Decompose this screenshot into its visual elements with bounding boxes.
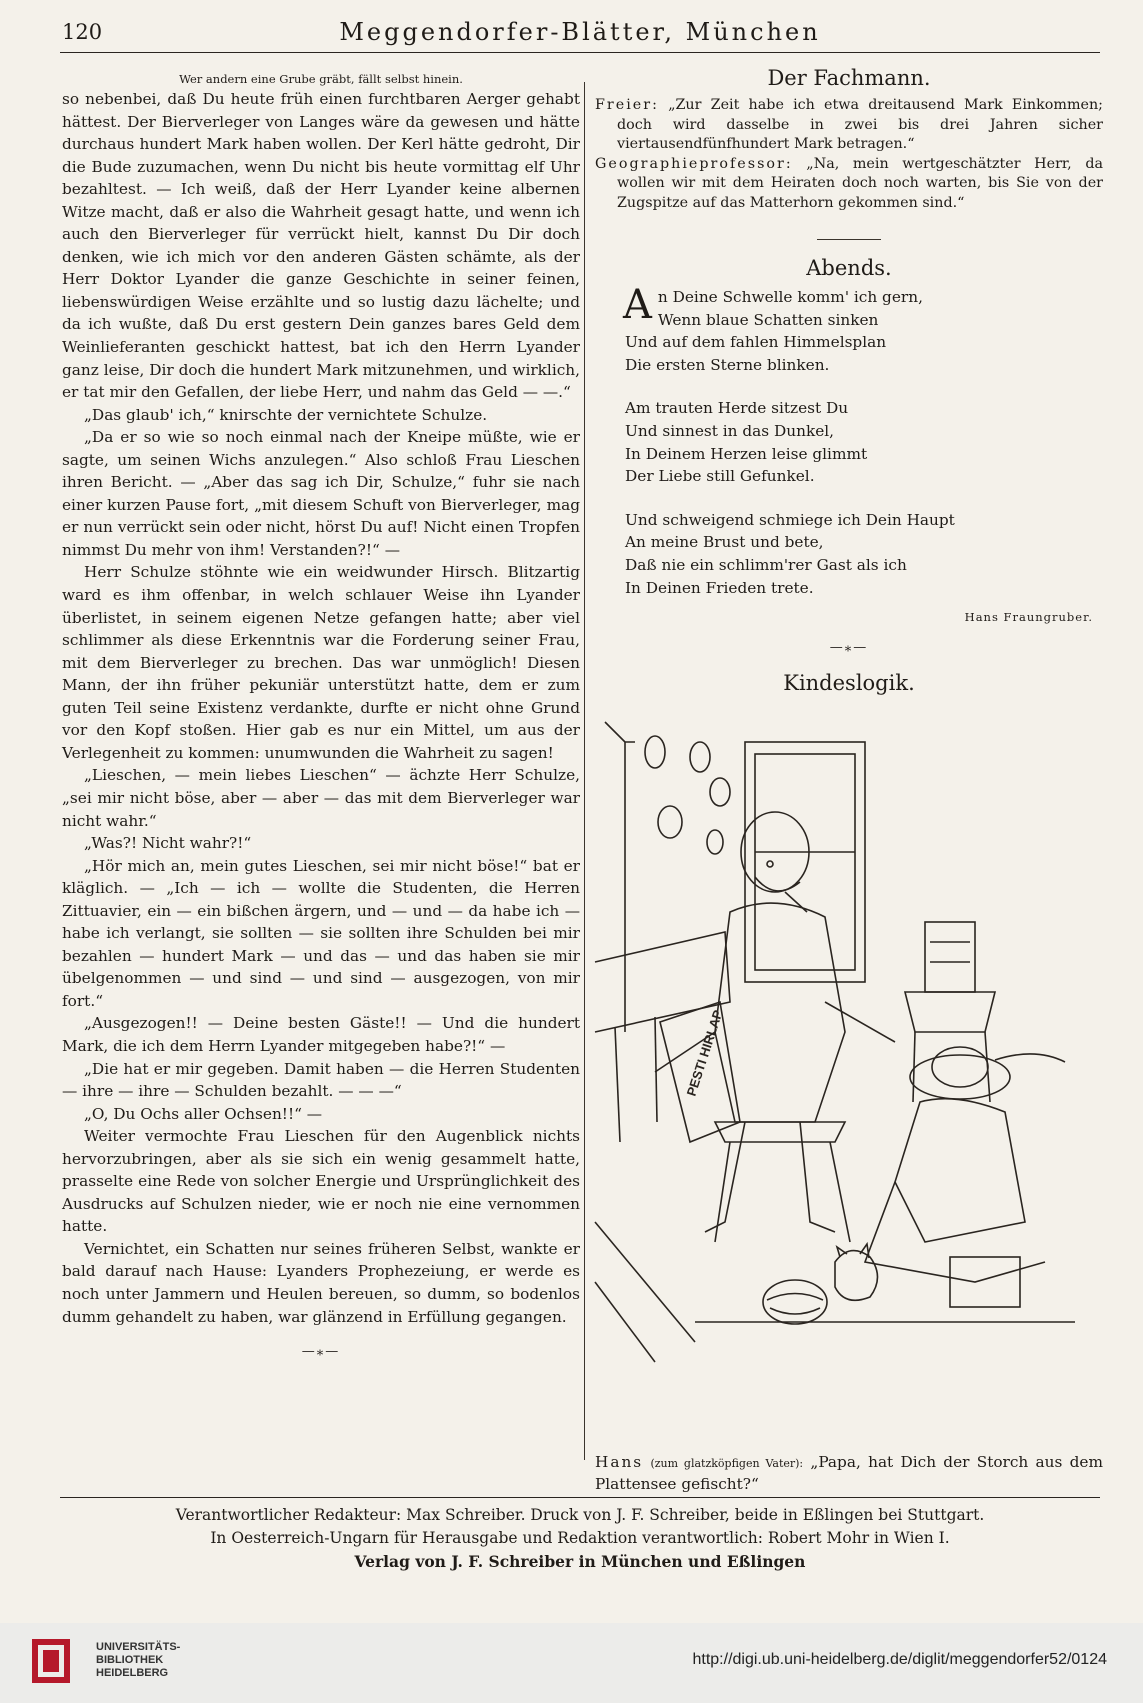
caption-speaker: Hans xyxy=(595,1453,644,1471)
paragraph: „Ausgezogen!! — Deine besten Gäste!! — Und die hundert Mark, die ich dem Herrn Lyander mitgegeben habe?!“ — xyxy=(62,1014,580,1055)
section-rule xyxy=(817,239,881,240)
drop-cap: A xyxy=(623,282,652,328)
university-seal-icon xyxy=(26,1633,76,1689)
poem-title: Abends. xyxy=(806,256,892,280)
verse-line: Der Liebe still Gefunkel. xyxy=(625,467,815,486)
paragraph: „Die hat er mir gegeben. Damit haben — die Herren Studenten — ihre — ihre — Schulden bezahlt. — — —“ xyxy=(62,1059,580,1101)
motto: Wer andern eine Grube gräbt, fällt selbst hinein. xyxy=(179,72,463,86)
library-bar xyxy=(0,1623,1143,1703)
paragraph: „O, Du Ochs aller Ochsen!!“ — xyxy=(84,1104,323,1123)
paragraph: Vernichtet, ein Schatten nur seines früheren Selbst, wankte er bald darauf nach Hause: Lyanders Prophezeiung, er werde es noch unter Jammern und Heulen bereuen, so dumm, so bodenlos dumm gehandelt zu haben, war glänzend in Erfüllung gegangen. xyxy=(62,1239,580,1326)
caption-text: „Papa, hat Dich der Storch aus dem Plattensee gefischt?“ xyxy=(595,1453,1103,1493)
stanza xyxy=(625,509,1103,599)
paragraph: Weiter vermochte Frau Lieschen für den Augenblick nichts hervorzubringen, aber als sie sich ein wenig gesammelt hatte, prasselte eine Rede von solcher Energie und Ursprünglichkeit des Ausdrucks auf Schulzen nieder, wie er noch nie eine vernommen hatte. xyxy=(62,1127,580,1236)
imprint-footer xyxy=(60,1497,1100,1573)
page-header xyxy=(60,18,1100,53)
paragraph: „Lieschen, — mein liebes Lieschen“ — ächzte Herr Schulze, „sei mir nicht böse, aber — aber — das mit dem Bierverleger war nicht wahr.“ xyxy=(62,766,580,830)
verse-line: In Deinem Herzen leise glimmt xyxy=(625,444,868,463)
line-text: „Na, mein wertgeschätzter Herr, da wollen wir mit dem Heiraten doch noch warten, bis Sie von der Zugspitze auf das Matterhorn gekommen sind.“ xyxy=(617,155,1103,211)
right-column xyxy=(595,62,1103,1493)
source-url[interactable]: http://digi.ub.uni-heidelberg.de/diglit/meggendorfer52/0124 xyxy=(692,1651,1107,1668)
verse-line: Daß nie ein schlimm'rer Gast als ich xyxy=(625,555,907,574)
story-text xyxy=(62,88,580,1328)
paragraph: Herr Schulze stöhnte wie ein weidwunder Hirsch. Blitzartig ward es ihm offenbar, in welch schlauer Weise ihn Lyander überlistet, in seinem eigenen Netze gefangen hatte; aber viel schlimmer als diese Erkenntnis war die Forderung seiner Frau, mit dem Bierverleger zu brechen. Das war unmöglich! Diesen Mann, der ihn früher pekuniär unterstützt hatte, dem er zum guten Teil seine Existenz verdankte, durfte er nicht ohne Grund vor den Kopf stoßen. Hier gab es nur ein Mittel, um aus der Verlegenheit zu kommen: unumwunden die Wahrheit zu sagen! xyxy=(62,563,580,762)
speaker: Freier: xyxy=(595,97,659,113)
newspaper-label: PESTI HIRLAP xyxy=(683,1008,726,1098)
library-name: UNIVERSITÄTS- BIBLIOTHEK HEIDELBERG xyxy=(96,1641,181,1679)
verse-line: Und schweigend schmiege ich Dein Haupt xyxy=(625,510,955,529)
verse-line: An meine Brust und bete, xyxy=(625,533,824,552)
end-ornament: —⁎— xyxy=(301,1344,341,1360)
paragraph: „Da er so wie so noch einmal nach der Kneipe müßte, wie er sagte, um seinen Wichs anzulegen.“ Also schloß Frau Lieschen ihren Bericht. — „Aber das sag ich Dir, Schulze,“ fuhr sie nach einer kurzen Pause fort, „mit diesem Schuft von Bierverleger, mag er nun verrückt sein oder nicht, hörst Du auf! Nicht einen Tropfen nimmst Du mehr von ihm! Verstanden?!“ — xyxy=(62,428,580,559)
verse-line: In Deinen Frieden trete. xyxy=(625,578,814,597)
verse-line: Und auf dem fahlen Himmelsplan xyxy=(625,333,887,352)
cartoon-illustration xyxy=(595,702,1103,1442)
imprint-line: Verantwortlicher Redakteur: Max Schreiber. Druck von J. F. Schreiber, beide in Eßlingen bei Stuttgart. xyxy=(175,1506,985,1524)
cartoon-caption xyxy=(595,1452,1103,1495)
paragraph: so nebenbei, daß Du heute früh einen furchtbaren Aerger gehabt hättest. Der Bierverleger von Langes wäre da gewesen und hätte durchaus hundert Mark haben wollen. Der Kerl hätte gedroht, Dir die Bude zuzumachen, wenn Du nicht bis heute vormittag elf Uhr bezahltest. — Ich weiß, daß der Herr Lyander keine albernen Witze macht, daß er also die Wahrheit gesagt hatte, und wenn ich auch den Bierverleger für verrückt hielt, kannst Du Dir doch denken, wie ich mich vor den anderen Gästen schämte, als der Herr Doktor Lyander die ganze Geschichte in seiner feinen, liebenswürdigen Weise erzählte und so lustig dazu lächelte; und da ich wußte, daß Du erst gestern Dein ganzes bares Geld dem Weinlieferanten geschickt hattest, bat ich den Herrn Lyander ganz leise, Dir doch die hundert Mark mitzunehmen, und wirklich, er tat mir den Gefallen, der liebe Herr, und nahm das Geld — —.“ xyxy=(62,90,580,402)
imprint-line: In Oesterreich-Ungarn für Herausgabe und Redaktion verantwortlich: Robert Mohr in Wien I. xyxy=(210,1529,950,1547)
verse-line: Die ersten Sterne blinken. xyxy=(625,355,830,374)
poem-ornament: —⁎— xyxy=(829,640,869,656)
verse-line: Und sinnest in das Dunkel, xyxy=(625,421,835,440)
fachmann-title: Der Fachmann. xyxy=(767,66,931,90)
imprint-line: Verlag von J. F. Schreiber in München und Eßlingen xyxy=(354,1552,806,1571)
caption-note: (zum glatzköpfigen Vater): xyxy=(650,1457,804,1470)
paragraph: „Hör mich an, mein gutes Lieschen, sei mir nicht böse!“ bat er kläglich. — „Ich — ich — wollte die Studenten, die Herren Zittuavier, ein — ein bißchen ärgern, und — und — da habe ich — habe ich verlangt, sie sollten — sie sollten ihre Schulden bei mir bezahlen — hundert Mark — und das — und das haben sie mir übelgenommen — und sind — und sind — ausgezogen, von mir fort.“ xyxy=(62,856,580,1010)
line-text: „Zur Zeit habe ich etwa dreitausend Mark Einkommen; doch wird dasselbe in zwei bis drei Jahren sicher viertausendfünfhundert Mark betragen.“ xyxy=(617,97,1103,152)
verse-line: n Deine Schwelle komm' ich gern, xyxy=(657,288,923,306)
cartoon-title: Kindeslogik. xyxy=(783,671,915,696)
left-column xyxy=(62,62,580,1464)
verse-line: Am trauten Herde sitzest Du xyxy=(625,399,849,418)
stanza xyxy=(623,282,1103,376)
poem xyxy=(623,282,1103,599)
fachmann-dialogue xyxy=(595,96,1103,213)
dialogue-line xyxy=(595,96,1103,155)
stanza xyxy=(625,397,1103,487)
column-divider xyxy=(584,82,585,1460)
verse-line: Wenn blaue Schatten sinken xyxy=(657,310,879,329)
paragraph: „Das glaub' ich,“ knirschte der vernichtete Schulze. xyxy=(84,405,488,424)
speaker: Geographieprofessor: xyxy=(595,155,793,172)
dialogue-line xyxy=(595,155,1103,214)
running-title: Meggendorfer-Blätter, München xyxy=(339,18,821,46)
paragraph: „Was?! Nicht wahr?!“ xyxy=(84,834,252,853)
poem-author: Hans Fraungruber. xyxy=(964,610,1093,625)
page-number: 120 xyxy=(62,20,103,44)
